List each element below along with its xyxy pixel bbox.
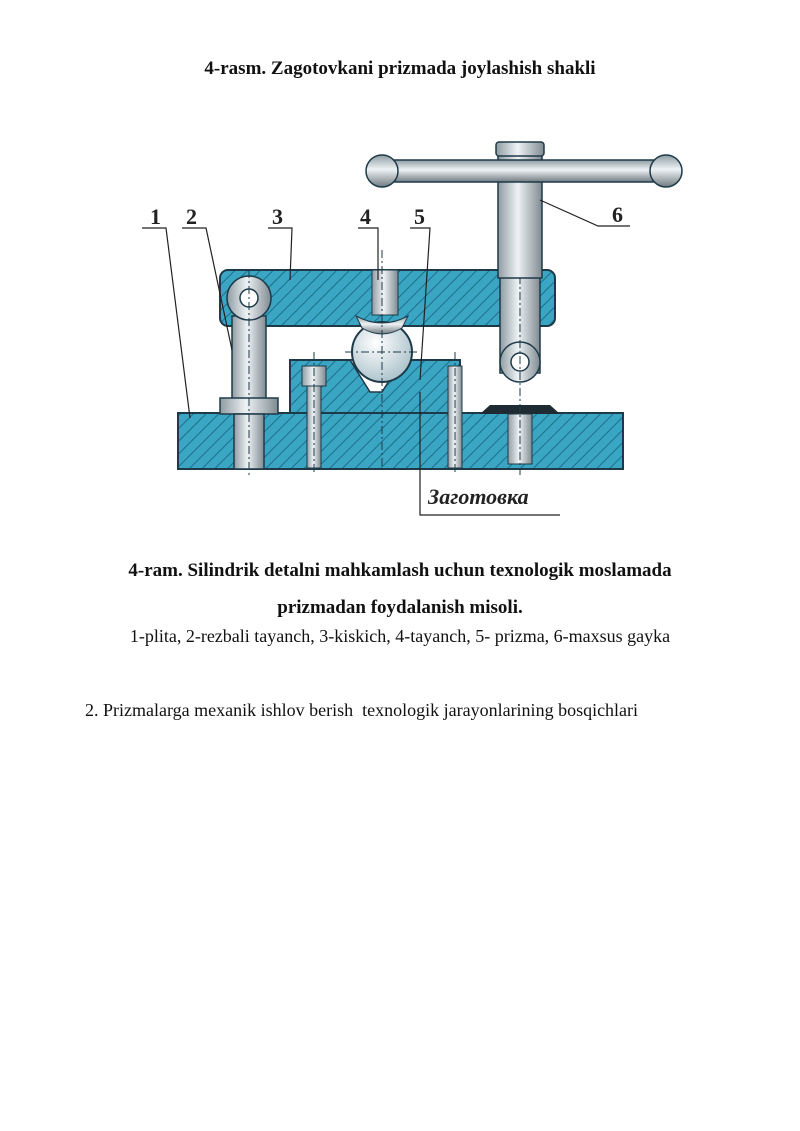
parts-legend: 1-plita, 2-rezbali tayanch, 3-kiskich, 4-tayanch, 5- prizma, 6-maxsus gayka [129,626,671,646]
figure-caption [60,552,740,626]
prism-pin-right [448,352,462,475]
figure-title: 4-rasm. Zagotovkani prizmada joylashish shakli [204,58,596,79]
section-heading: 2. Prizmalarga mexanik ishlov berish texnologik jarayonlarining bosqichlari [85,700,639,720]
label-5: 5 [414,204,425,229]
label-6: 6 [612,202,623,227]
caption-line-2: prizmadan foydalanish misoli. [277,597,523,618]
label-1: 1 [150,204,161,229]
fixture-drawing [120,130,710,530]
caption-line-1: 4-ram. Silindrik detalni mahkamlash uchun texnologik moslamada [128,560,672,581]
label-2: 2 [186,204,197,229]
workpiece-label: Заготовка [428,484,529,509]
label-3: 3 [272,204,283,229]
label-4: 4 [360,204,371,229]
